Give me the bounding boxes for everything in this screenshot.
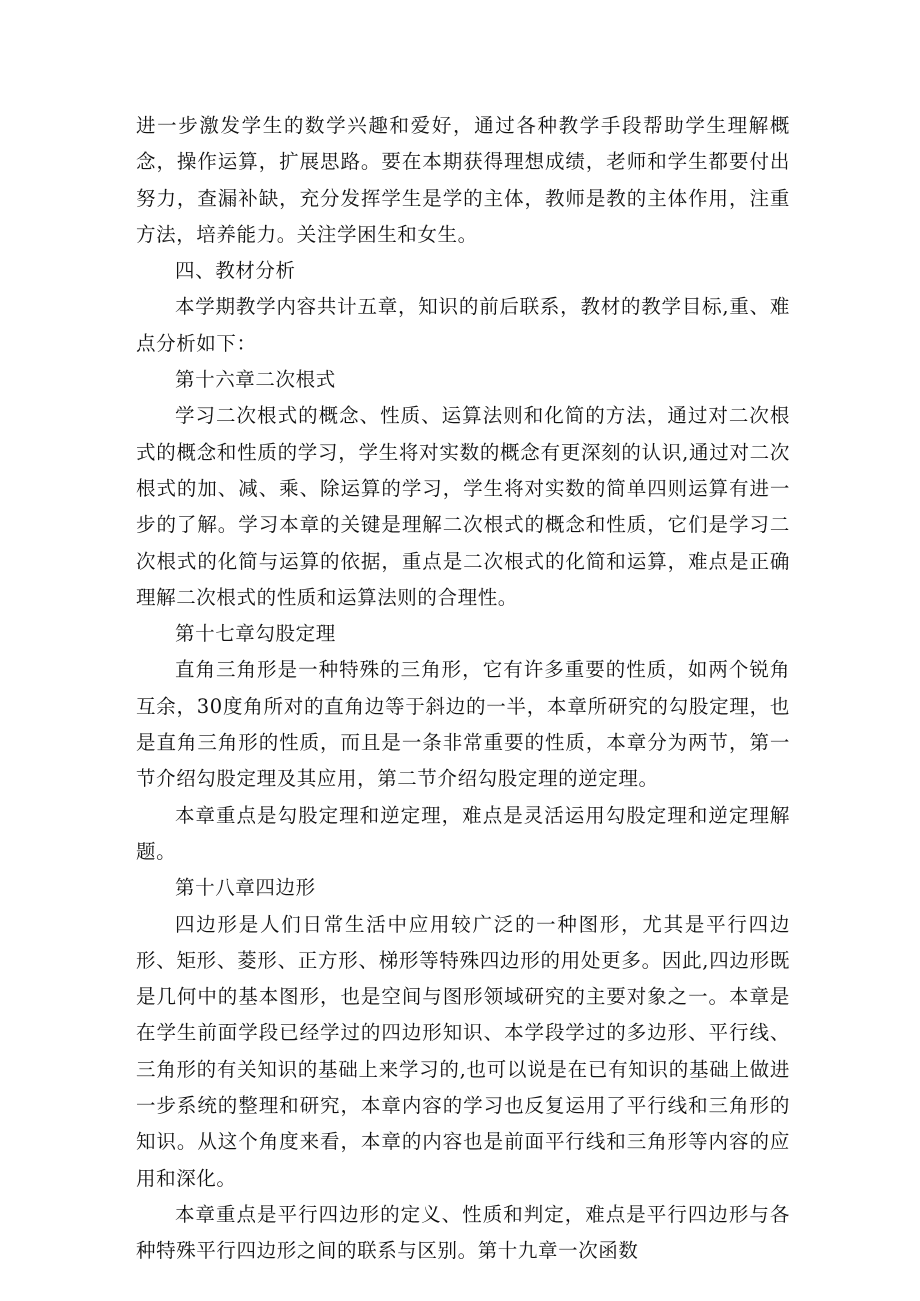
body-paragraph: 本章重点是平行四边形的定义、性质和判定，难点是平行四边形与各种特殊平行四边形之间的联系与区别。第十九章一次函数 (136, 1202, 790, 1263)
body-paragraph: 四边形是人们日常生活中应用较广泛的一种图形，尤其是平行四边形、矩形、菱形、正方形、梯形等特殊四边形的用处更多。因此,四边形既是几何中的基本图形，也是空间与图形领域研究的主要对象之一。本章是在学生前面学段已经学过的四边形知识、本学段学过的多边形、平行线、三角形的有关知识的基础上来学习的,也可以说是在已有知识的基础上做进一步系统的整理和研究，本章内容的学习也反复运用了平行线和三角形的知识。从这个角度来看，本章的内容也是前面平行线和三角形等内容的应用和深化。 (136, 912, 790, 1190)
body-paragraph: 直角三角形是一种特殊的三角形，它有许多重要的性质，如两个锐角互余，30度角所对的直角边等于斜边的一半，本章所研究的勾股定理，也是直角三角形的性质，而且是一条非常重要的性质，本章分为两节，第一节介绍勾股定理及其应用，第二节介绍勾股定理的逆定理。 (136, 658, 790, 791)
body-paragraph: 进一步激发学生的数学兴趣和爱好，通过各种教学手段帮助学生理解概念，操作运算，扩展思路。要在本期获得理想成绩，老师和学生都要付出努力，查漏补缺，充分发挥学生是学的主体，教师是教的主体作用，注重方法，培养能力。关注学困生和女生。 (136, 114, 790, 246)
chapter-heading: 第十七章勾股定理 (175, 622, 336, 646)
body-paragraph: 学习二次根式的概念、性质、运算法则和化简的方法，通过对二次根式的概念和性质的学习，学生将对实数的概念有更深刻的认识,通过对二次根式的加、减、乘、除运算的学习，学生将对实数的简单四则运算有进一步的了解。学习本章的关键是理解二次根式的概念和性质，它们是学习二次根式的化简与运算的依据，重点是二次根式的化简和运算，难点是正确理解二次根式的性质和运算法则的合理性。 (136, 404, 790, 609)
chapter-heading: 第十六章二次根式 (175, 368, 336, 392)
document-page (136, 108, 790, 1270)
body-paragraph: 本学期教学内容共计五章，知识的前后联系，教材的教学目标,重、难点分析如下： (136, 295, 790, 355)
body-paragraph: 本章重点是勾股定理和逆定理，难点是灵活运用勾股定理和逆定理解题。 (136, 803, 790, 863)
chapter-heading: 第十八章四边形 (175, 876, 316, 900)
section-heading: 四、教材分析 (175, 259, 296, 283)
